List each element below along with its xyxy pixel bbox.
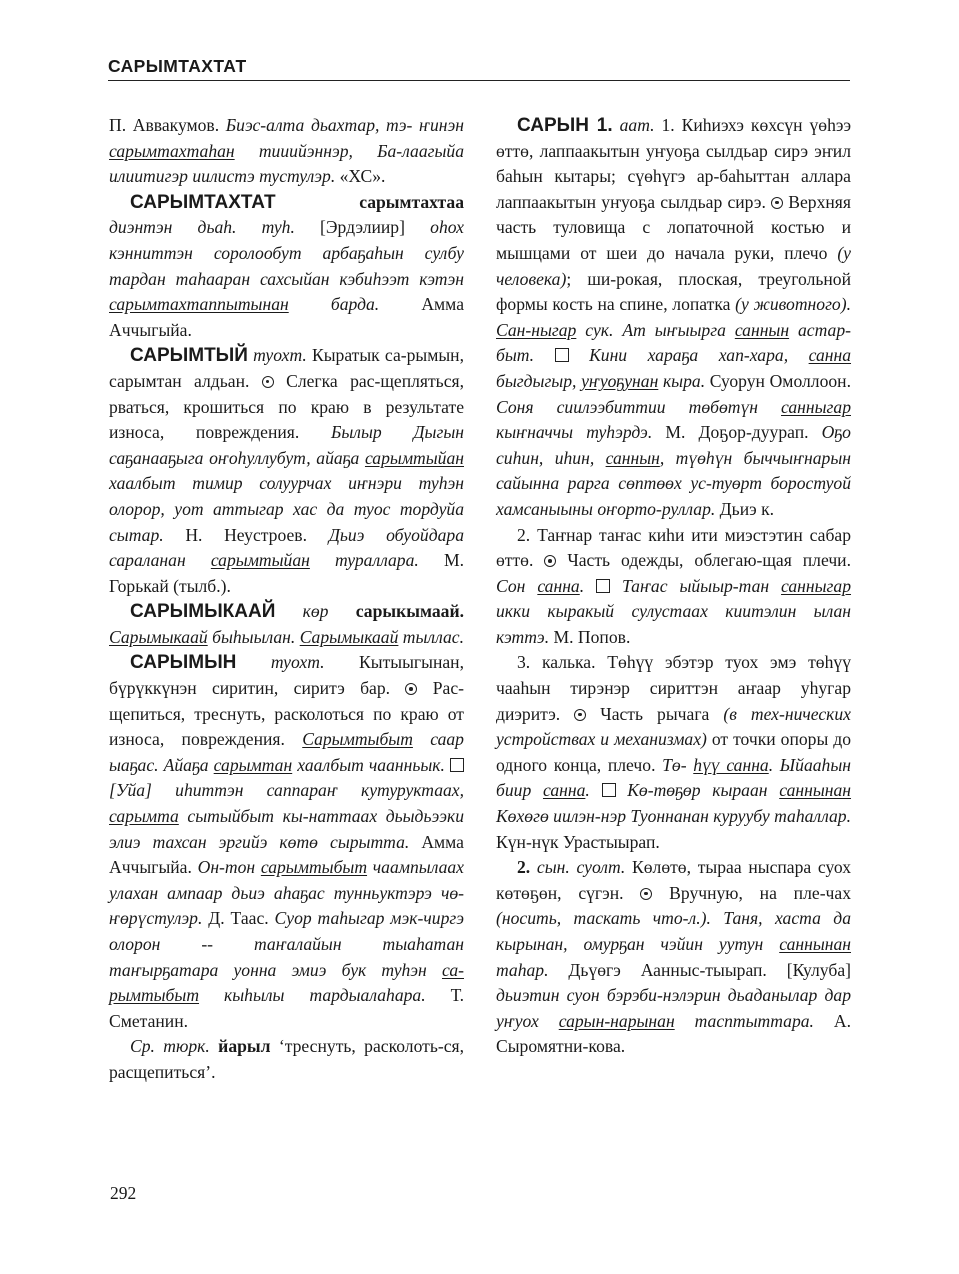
sense-2: 2. Таҥнар таҥас киһи ити миэстэтин сабар өттө. Часть одежды, облегаю-щая плечи. Сон санна. Таҥас ыйыыр-тан санныгар икки кыракый сулустаах киитэлин ылан кэттэ. М. Попов. (496, 524, 852, 647)
phraseology-marker-icon (602, 783, 616, 797)
headword: САРЫМЫН (130, 652, 237, 674)
entry-continuation: П. Аввакумов. Биэс-алта дьахтар, тэ- ҥинэн сарымтахтаһан тииийэннэр, Ба-лаагыйа илиитигэр иилистэ тустулэр. «ХС». (109, 115, 464, 187)
entry-sarymykaai: САРЫМЫКААЙ көр сарыкымаай. Сарымыкаай быһыылан. Сарымыкаай тыллас. (109, 601, 464, 647)
translation-marker-icon (771, 197, 783, 209)
etymology-note: Ср. тюрк. йарыл ‘треснуть, расколоть-ся, расщепиться’. (109, 1036, 464, 1082)
translation-marker-icon (640, 888, 652, 900)
entry-saryn-2: 2. сын. суолт. Көлөтө, тыраа ныспара суох көтөҕөн, сүгэн. Вручную, на пле-чах (носить, таскать что-л.). Таня, хаста да кырынан, омурҕан чэйин уутун саннынан таһар. Дьүөгэ Аанныс-тыырап. [Кулуба] дьиэтин суон бэрэби-нэлэрин дьаданылар дар уҥуох сарын-нарынан тасптыттара. А. Сыромятни-кова. (496, 857, 852, 1057)
headword: САРЫМТАХТАТ (130, 191, 276, 213)
entry-sarymtyi: САРЫМТЫЙ туохт. Кыратык са-рымын, сарымтан алдьан. Слегка рас-щепляться, рваться, крошиться по краю в результате износа, повреждения. Былыр Дыгын саҕанааҕыга оҥоһуллубут, айаҕа сарымтыйан хаалбыт тимир солуурчах иҥнэри туһэн олорор, уот аттыгар хас да туос тордуйа сытар. Н. Неустроев. Дьиэ обуойдара сараланан сарымтыйан туралл͏ара. М. Горькай (тылб.). (109, 345, 464, 596)
headword: САРЫМТЫЙ (130, 345, 248, 367)
entry-sarymtakhtat: САРЫМТАХТАТ сарымтахтаа диэнтэн дьаһ. туһ. [Эрдэлиир] оһох кэнниттэн соролообут арбаҕаһын сулбу тардан таһааран сахсыйан кэбиһээт кэтэн сарымтахтаппытынан барда. Амма Аччыгыйа. (109, 191, 464, 340)
entry-saryn-1: САРЫН 1. аат. 1. Киһиэхэ көхсүн үөһээ өттө, лаппаакытын уҥуоҕа сылдьар сирэ эҥил баһын кытары; сүөһүгэ ар-баһыттан аллара лаппаакытын уҥуоҕа сылдьар сирэ. Верхняя часть туловища с лопаточной костью и мышцами от шеи до начала руки, плечо (у человека); ши-рокая, плоская, треугольной формы кость на спине, лопатка (у животного). Сан-ныгар сук. Ат ыҥыырга саннын астар-быт. Кини хараҕа хап-хара, санна быгдыгыр, уҥуоҕунан кыра. Суорун Омоллоон. Соня сиилээбиттии төбөтүн санныгар кыҥначчы туһэрдэ. М. Доҕор-дуурап. Оҕо сиһин, иһин, саннын, түөһүн быччыҥнарын сайынна рарга сөптөөх ус-туөрт боростуой хамсаныыны оҥорто-руллар. Дьиэ к. (496, 115, 852, 519)
phraseology-marker-icon (555, 348, 569, 362)
translation-marker-icon (405, 683, 417, 695)
header-title: САРЫМТАХТАТ (108, 56, 247, 76)
entry-sarymyn: САРЫМЫН туохт. Кытыыгынан, бүрүккүнэн сиритин, сиритэ бар. Рас-щепиться, треснуть, расколоться по краю от износа, повреждения. Сарымтыбыт саар ыаҕас. Айаҕа сарымтан хаалбыт чаанньык. [Уйа] иһиттэн саппараҥ кутуруктаах, сарымта сытыйбыт кы-наттаах дьыдьээки элиэ тахсан эргийэ көтө сырытта. Амма Аччыгыйа. Он-тон сарымтыбыт чаампылаах улахан ампаар дьиэ аһаҕас тунньуктэрэ чө- ҥөрүстулэр. Д. Таас. Суор таһыгар мэк-чиргэ олорон -- таҥалайын тыаһатан таҥырҕатара уонна эмиэ бук туһэн са-рымтыбыт кыһылы тардыалаһара. Т. Сметанин. (109, 652, 464, 1031)
sense-3: 3. калька. Төһүү эбэтэр туох эмэ төһүү чааһын тирэнэр сириттэн аҥаар уһугар диэритэ. Часть рычага (в тех-нических устройствах и механизмах) от точки опоры до одного конца, плечо. Тө- һүү санна. Ыйааһын биир санна. Кө-төҕөр кыраан саннынан Көхөгө иилэн-нэр Туоннанан куруубу таһаллар. Күн-нүк Урастыырап. (496, 652, 852, 852)
phraseology-marker-icon (450, 758, 464, 772)
right-column (496, 113, 851, 1060)
headword: САРЫН 1. (517, 115, 613, 136)
translation-marker-icon (574, 709, 586, 721)
running-header (108, 56, 850, 81)
phraseology-marker-icon (596, 579, 610, 593)
translation-marker-icon (544, 555, 556, 567)
translation-marker-icon (262, 376, 274, 388)
page-number: 292 (110, 1183, 137, 1203)
headword: САРЫМЫКААЙ (130, 601, 276, 623)
left-column (109, 113, 464, 1086)
